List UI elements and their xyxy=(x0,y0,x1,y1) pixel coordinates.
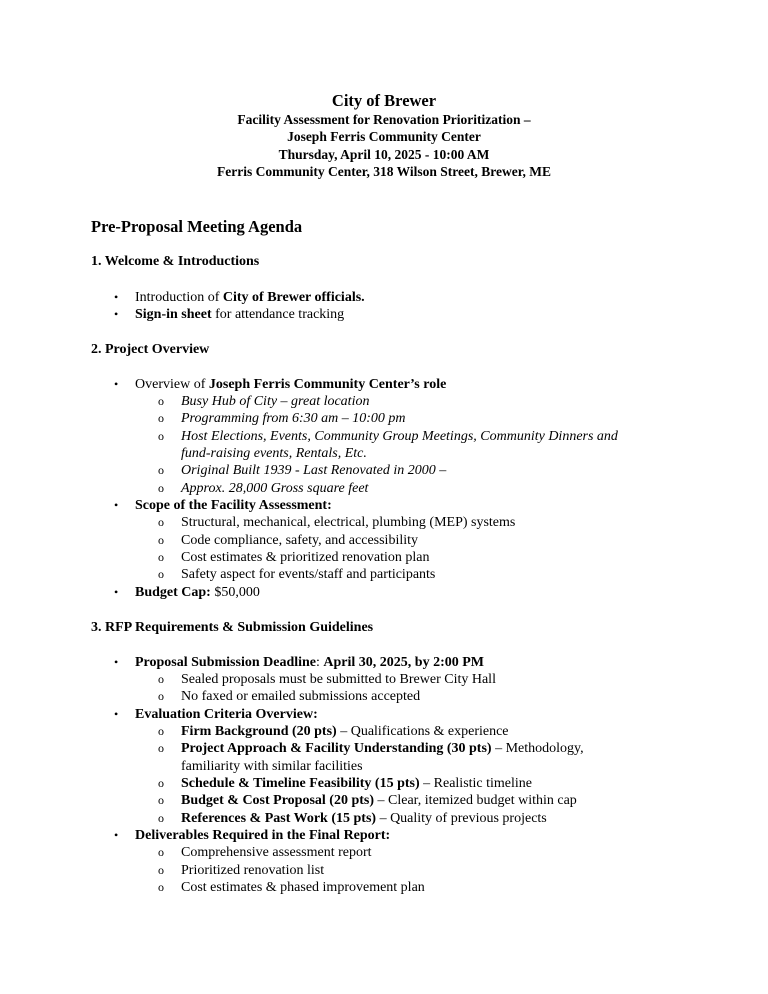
criteria-item xyxy=(181,810,547,827)
sub-bullet-marker xyxy=(158,462,164,479)
facility-name: Joseph Ferris Community Center xyxy=(287,129,481,145)
list-item xyxy=(135,376,446,393)
sub-bullet-marker xyxy=(158,688,164,705)
list-item xyxy=(135,654,484,671)
criteria-bold: Budget & Cost Proposal (20 pts) xyxy=(181,793,375,808)
item-bold-text: Proposal Submission Deadline xyxy=(135,655,317,670)
item-bold-text: Joseph Ferris Community Center’s role xyxy=(208,377,447,392)
sub-bullet-marker xyxy=(158,566,164,583)
criteria-item xyxy=(181,775,532,792)
item-bold-text: Deliverables Required in the Final Report: xyxy=(135,828,391,843)
list-item xyxy=(135,584,260,601)
meeting-date: Thursday, April 10, 2025 - 10:00 AM xyxy=(278,146,490,162)
list-item xyxy=(135,306,344,323)
criteria-text: – Quality of previous projects xyxy=(376,811,547,826)
item-bold-text: Evaluation Criteria Overview: xyxy=(135,707,318,722)
sub-list-item-continuation: fund-raising events, Rentals, Etc. xyxy=(181,446,367,461)
list-item xyxy=(135,289,365,306)
criteria-item xyxy=(181,723,509,740)
item-bold-text: Budget Cap: xyxy=(135,585,211,600)
sub-bullet-marker xyxy=(158,428,164,445)
bullet-marker xyxy=(114,376,122,393)
sub-bullet-marker xyxy=(158,792,164,809)
item-bold-text: Sign-in sheet xyxy=(135,307,212,322)
criteria-text: – Realistic timeline xyxy=(419,776,533,791)
item-text: Overview of xyxy=(135,377,209,392)
item-text: Introduction of xyxy=(135,290,223,305)
sub-list-item: Busy Hub of City – great location xyxy=(181,394,370,409)
sub-bullet-marker xyxy=(158,480,164,497)
project-title: Facility Assessment for Renovation Prioritization – xyxy=(237,112,531,127)
meeting-location: Ferris Community Center, 318 Wilson Street, Brewer, ME xyxy=(217,164,551,180)
sub-bullet-marker xyxy=(158,810,164,827)
item-text: : xyxy=(316,655,324,670)
bullet-marker xyxy=(114,584,122,601)
sub-list-item: Structural, mechanical, electrical, plumbing (MEP) systems xyxy=(181,515,516,530)
sub-bullet-marker xyxy=(158,740,164,757)
criteria-item xyxy=(181,740,584,757)
bullet-marker xyxy=(114,497,122,514)
criteria-bold: Schedule & Timeline Feasibility (15 pts) xyxy=(181,776,420,791)
list-item xyxy=(135,706,318,723)
bullet-marker xyxy=(114,306,122,323)
section-heading-rfp-requirements: 3. RFP Requirements & Submission Guidelines xyxy=(91,620,374,635)
sub-bullet-marker xyxy=(158,844,164,861)
criteria-item-continuation xyxy=(181,758,363,775)
sub-list-item: Comprehensive assessment report xyxy=(181,845,372,860)
sub-list-item: Host Elections, Events, Community Group Meetings, Community Dinners and xyxy=(181,429,618,444)
bullet-marker xyxy=(114,706,122,723)
item-bold-text: City of Brewer officials. xyxy=(222,290,365,305)
section-heading-welcome: 1. Welcome & Introductions xyxy=(91,254,260,269)
section-heading-project-overview: 2. Project Overview xyxy=(91,342,210,357)
sub-bullet-marker xyxy=(158,549,164,566)
city-name: City of Brewer xyxy=(331,91,437,110)
sub-bullet-marker xyxy=(158,671,164,688)
agenda-title: Pre-Proposal Meeting Agenda xyxy=(91,217,303,236)
criteria-text: – Qualifications & experience xyxy=(336,724,509,739)
sub-list-item: Cost estimates & prioritized renovation plan xyxy=(181,550,430,565)
list-item xyxy=(135,827,390,844)
sub-list-item: Prioritized renovation list xyxy=(181,863,325,878)
sub-list-item: Original Built 1939 - Last Renovated in 2000 – xyxy=(181,463,447,478)
sub-list-item: Code compliance, safety, and accessibility xyxy=(181,533,419,548)
bullet-marker xyxy=(114,827,122,844)
sub-bullet-marker xyxy=(158,775,164,792)
item-bold-text: Scope of the Facility Assessment: xyxy=(135,498,332,513)
sub-list-item: Safety aspect for events/staff and participants xyxy=(181,567,436,582)
bullet-marker xyxy=(114,289,122,306)
criteria-text: – Methodology, xyxy=(491,741,584,756)
criteria-text: – Clear, itemized budget within cap xyxy=(374,793,577,808)
criteria-bold: Project Approach & Facility Understanding (30 pts) xyxy=(181,741,492,756)
sub-list-item: Sealed proposals must be submitted to Brewer City Hall xyxy=(181,672,496,687)
item-text: $50,000 xyxy=(210,585,260,600)
sub-list-item: No faxed or emailed submissions accepted xyxy=(181,689,421,704)
list-item xyxy=(135,497,332,514)
sub-bullet-marker xyxy=(158,393,164,410)
item-text: for attendance tracking xyxy=(211,307,345,322)
sub-bullet-marker xyxy=(158,410,164,427)
item-bold-text: April 30, 2025, by 2:00 PM xyxy=(323,655,485,670)
sub-bullet-marker xyxy=(158,532,164,549)
sub-list-item: Approx. 28,000 Gross square feet xyxy=(181,481,369,496)
sub-bullet-marker xyxy=(158,862,164,879)
criteria-text: familiarity with similar facilities xyxy=(181,759,363,774)
sub-bullet-marker xyxy=(158,879,164,896)
bullet-marker xyxy=(114,654,122,671)
document-header xyxy=(0,91,768,181)
sub-list-item: Cost estimates & phased improvement plan xyxy=(181,880,425,895)
criteria-item xyxy=(181,792,577,809)
sub-bullet-marker xyxy=(158,723,164,740)
sub-list-item: Programming from 6:30 am – 10:00 pm xyxy=(181,411,406,426)
criteria-bold: References & Past Work (15 pts) xyxy=(181,811,377,826)
criteria-bold: Firm Background (20 pts) xyxy=(181,724,337,739)
sub-bullet-marker xyxy=(158,514,164,531)
